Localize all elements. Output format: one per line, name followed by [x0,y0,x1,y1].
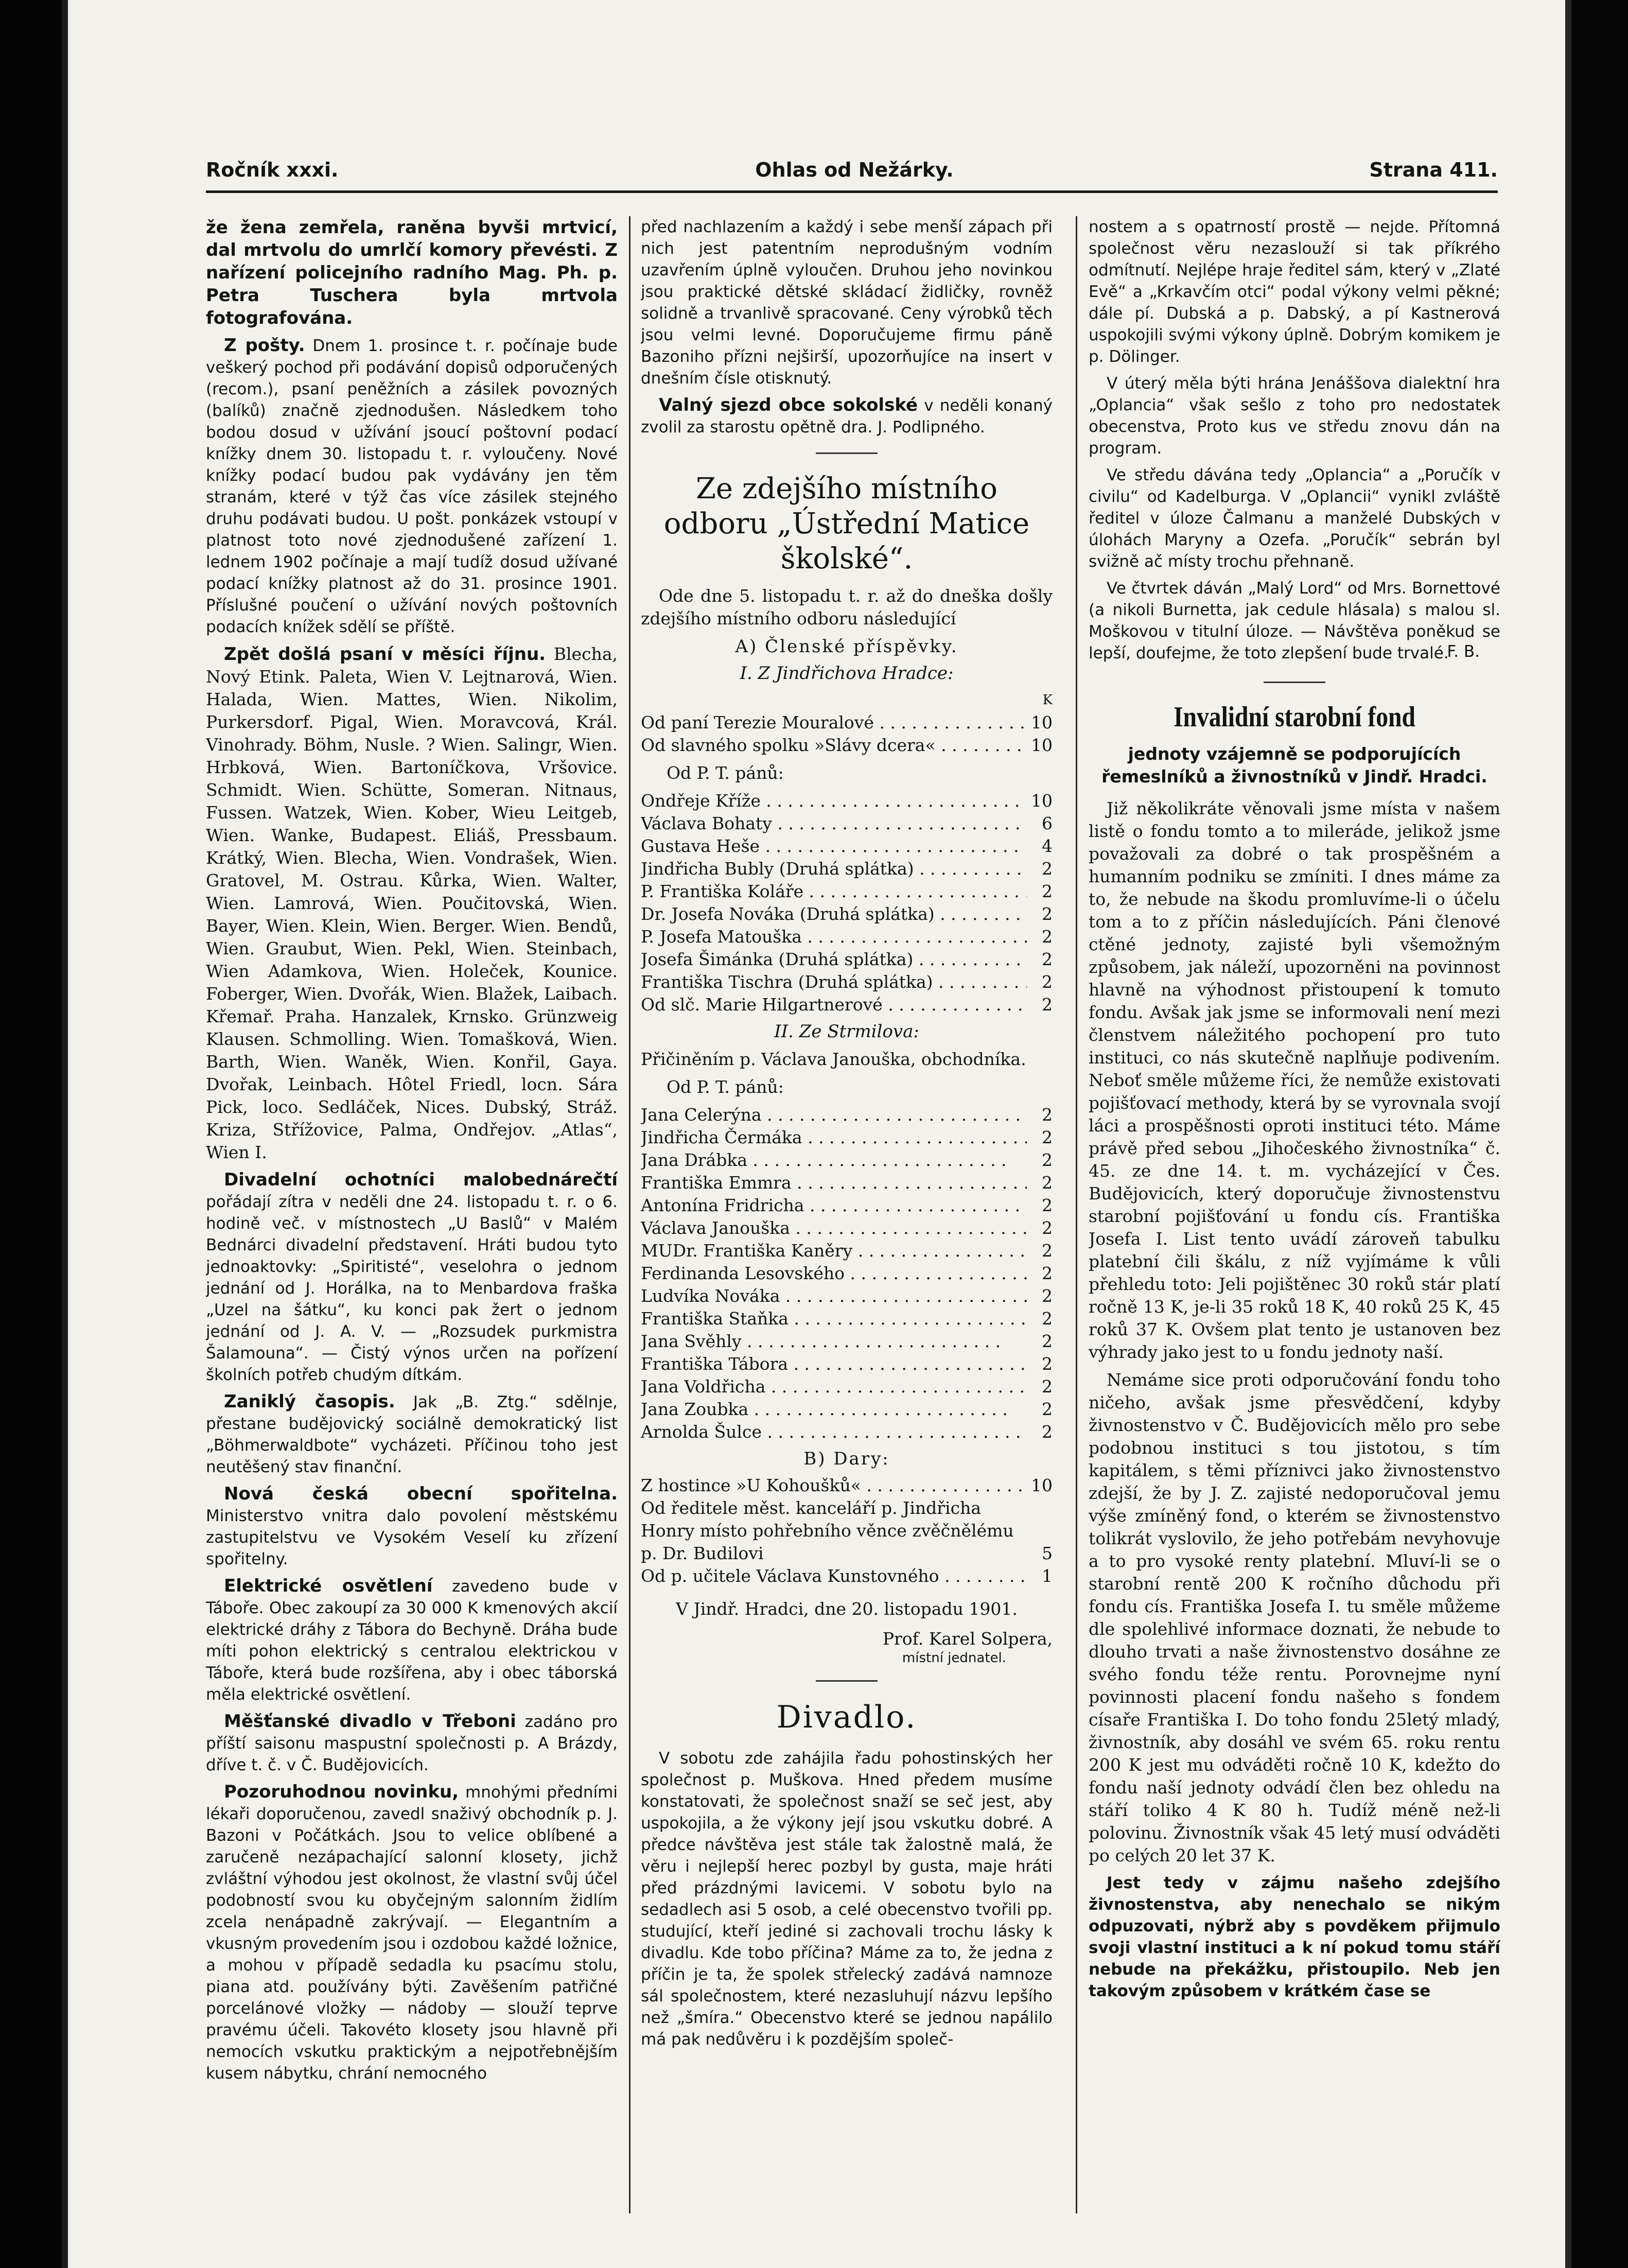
contribution-list-2 [641,790,1053,1016]
contribution-row [641,993,1053,1016]
section-divider [1264,682,1325,683]
divadlo-continuation: nostem a s opatrností prostě — nejde. Přítomná společnost věru nezaslouží si tak příkrého odmítnutí. Nejlépe hraje ředitel sám, který v „Zlaté Evě“ a „Krkavčím otci“ podal výkony velmi pěkné; dále pí. Dubská a p. Dabský, a pí Kastnerová uspokojili svými výkony úplně. Dobrým komikem je p. Dölinger. [1089,218,1500,366]
section-a2-heading: II. Ze Strmilova: [774,1021,919,1042]
fond-paragraph: Nemáme sice proti odporučování fondu toho ničeho, avšak jsme přesvědčení, kdyby živnostenstvo v Č. Budějovicích mělo pro sebe podobnou instituci s tou jistotou, s tím kapitálem, s těmi příznivci jako živnostenstvo zdejší, že by J. Z. zajisté nedoporučoval jemu výše zmíněný fond, o kterém se živnostenstvo tolikrát vyslovilo, že jeho potřebám nevyhovuje a to pro vysoké renty platební. Mluví-li se o starobní rentě 200 K ročního důchodu při fondu cís. Františka Josefa I. tu směle můžeme dle spolehlivé informace doznati, že nebude to dlouho trvati a naše živnostenstvo dosáhne ze svého fondu téže rentu. Porovnejme nyní povinnosti placení fondu našeho s fondem císaře Františka I. Do toho fondu 25letý mladý, živnostník, aby dosáhl ve svém 65. roku rentu 200 K jest mu odváděti ročně 10 K, kdežto do fondu naší jednoty odvádí člen bez ohledu na stáří toliko 4 K 80 h. Tudíž méně než-li polovinu. Živnostník však 45 letý musí odváděti po celých 20 let 37 K. [1089,1370,1500,1865]
contribution-row [641,1262,1053,1285]
article-body: mnohými předními lékaři doporučenou, zavedl snaživý obchodník p. J. Bazoni v Počátkách. Jsou to velice oblíbené a zaručeně nezápachající salonní klosety, jichž zvláštní výhodou jest okolnost, že vlastní svůj účel podobností svou ku obyčejným salonním židlím zcela nenápadně zakrývají. — Elegantním a vkusným provedením jsou i ozdobou každé ložnice, a mohou v případě sedadla ku psacímu stolu, piana atd. používány býti. Zavěšením patřičné porcelánové vložky — nádoby — slouží teprve pravému účeli. Takovéto klosety jsou hlavně při nemocích vskutku praktickým a nejpotřebnějším kusem nábytku, chrání nemocného [206,1783,618,2083]
author-signature: F. B. [1447,642,1480,661]
contribution-row [641,1285,1053,1307]
contribution-row [641,1330,1053,1353]
contributor-name: P. Františka Koláře . . [641,880,1027,903]
contributor-name: Jindřicha Bubly (Druhá splátka) . . [641,858,1027,880]
contributor-name: Antonína Fridricha . . [641,1194,1027,1217]
article-mestanske-divadlo [206,1711,618,1776]
contribution-row [641,1353,1053,1375]
section-divider [816,1680,878,1682]
contribution-amount: 2 [1042,1309,1053,1329]
contribution-amount: 2 [1042,881,1053,901]
article-valny-sjezd [641,394,1053,438]
article-body: Dnem 1. prosince t. r. počínaje bude veškerý pochod při podávání dopisů odporučených (recom.), psaní peněžních a zásilek povozných (balíků) značně zjednodušen. Následkem toho bodou dosud v užívání jsoucí poštovní podací knížky dnem 30. listopadu t. r. vyloučeny. Nové knížky podací budou pak vydávány jen těm stranám, které v týž čas více zásilek stejného druhu podávati budou. U pošt. ponkázek vstoupí v platnost toto nové zjednodušené zařízení 1. lednem 1902 počínaje a mají tudíž dosud užívané podací knížky platnost až do 31. prosince 1901. Příslušné poučení o užívání nových poštovních podacích knížek sdělí se příště. [206,337,618,636]
divadlo-article: V sobotu zde zahájila řadu pohostinských her společnost p. Muškova. Hned předem musíme konstatovati, že společnost snaží se seč jest, aby uspokojila, a že výkony její jsou vskutku dobré. A předce návštěva jest stále tak žalostně malá, že věru i nejlepší herec pozbyl by gusta, maje hráti před prázdnými lavicemi. V sobotu bylo na sedadlech asi 5 osob, a celé obecenstvo tvořili pp. studující, kteří jediné si zachovali trochu lásky k divadlu. Kde tobo příčina? Máme za to, že jedna z příčin je ta, že spolek střelecký zadává namnoze sál společnostem, které nezasluhují názvu lepšího než „šmíra.“ Obecenstvo které se jednou napálilo má pak nedůvěru i k pozdějším společ- [641,1749,1053,2049]
divadlo-paragraph: V úterý měla býti hrána Jenáššova dialektní hra „Oplancia“ však sešlo z toho pro nedostatek obecenstva, Proto kus ve středu znovu dán na program. [1089,374,1500,458]
contribution-row [641,1126,1053,1149]
contribution-row [641,1398,1053,1421]
fond-paragraph: Jest tedy v zájmu našeho zdejšího živnostenstva, aby nenechalo se nikým odpuzovati, nýbrž aby s povděkem přijmulo svoji vlastní instituci a k ní pokud tomu stáří nebude na překážku, přistoupilo. Neb jen takovým způsobem v krátkém čase se [1089,1874,1500,2000]
contributor-name: Františka Tábora . . [641,1353,1027,1375]
fond-paragraph: Již několikráte věnovali jsme místa v našem listě o fondu tomto a to mileráde, jelikož jsme považovali za dobré o tak prospěšném a humanním podniku se zmíniti. I dnes máme za to, že nebude na škodu promluvíme-li o účelu tom a to z příčin následujících. Páni členové ctěné jednoty, zajisté byli všemožným způsobem, jak náleží, upozorněni na povinnost hlavně na výhodnost přistoupení k tomuto fondu. Avšak jak jsme se informovali není mezi členstvem náležitého pochopení pro tuto instituci, co nás skutečně naplňuje podivením. Neboť směle můžeme říci, že nemůže existovati pojišťovací methody, která by se vyrovnala svojí láci a prospěšnosti oproti instituci této. Máme právě před sebou „Jihočeského živnostníka“ č. 45. ze dne 14. t. m. vycházející v Čes. Budějovicích, který doporučuje živnostenstvu starobní pojišťování u fondu cís. Františka Josefa I. List tento uvádí zároveň tabulku platební čili škálu, z níž vyjímáme k vůli přehledu toto: Jeli pojištěnec 30 roků stár platí ročně 13 K, je-li 35 roků 18 K, 40 roků 25 K, 45 roků 37 K. Ovšem plat tento je ustanoven bez výhrady jako jest to u fondu jednoty naší. [1089,798,1500,1362]
volume-label: Ročník xxxi. [206,159,339,181]
contributor-name: MUDr. Františka Kaněry . . [641,1240,1027,1262]
contributor-name: Václava Janouška . . [641,1217,1027,1240]
contribution-amount: 2 [1042,1218,1053,1238]
contribution-amount: 2 [1042,1263,1053,1283]
date-line: V Jindř. Hradci, dne 20. listopadu 1901. [676,1599,1018,1619]
contributor-name: Dr. Josefa Nováka (Druhá splátka) . . [641,903,1027,926]
contribution-amount: 6 [1042,813,1053,833]
contribution-row [641,1375,1053,1398]
headline: Měšťanské divadlo v Třeboni [224,1711,516,1732]
contribution-amount: 2 [1042,904,1053,924]
dar-value: 1 [1042,1566,1053,1586]
contributor-name: Jana Zoubka . . [641,1398,1027,1421]
contributor-name: Františka Emmra . . [641,1172,1027,1194]
scan-edge-left [0,0,62,2268]
article-elektricke-osvetleni [206,1575,618,1705]
dar-value: 5 [1042,1543,1053,1563]
contribution-amount: 2 [1042,1173,1053,1193]
od-pt-panu-2: Od P. T. pánů: [667,1077,784,1097]
contribution-row [641,1104,1053,1126]
contribution-amount: 2 [1042,1399,1053,1419]
contribution-amount: 2 [1042,949,1053,969]
headline: Nová česká obecní spořitelna. [224,1484,618,1504]
headline: Valný sjezd obce sokolské [659,395,918,415]
divadlo-paragraph: Ve čtvrtek dáván „Malý Lord“ od Mrs. Bornettové (a nikoli Burnetta, jak cedule hlásala) s malou sl. Moškovou v titulní úloze. — Návštěva poněkud se lepší, doufejme, že toto zlepšení bude trvalé. [1089,579,1500,662]
column-divider-1 [629,216,631,2213]
contributor-name: Václava Bohaty . . [641,812,1027,835]
divadlo-paragraph: Ve středu dávána tedy „Oplancia“ a „Poručík v civilu“ od Kadelburga. V „Oplancii“ vynikl zvláště ředitel v úloze Čalmanu a manželé Dubských v úlohách Maryny a Ozefa. „Poručík“ sebrán byl svižně ač místy trochu přehnaně. [1089,466,1500,571]
newspaper-title: Ohlas od Nežárky. [755,159,954,181]
matice-title: Ze zdejšího místního odboru „Ústřední Matice školské“. [663,472,1030,575]
contributor-name: Ludvíka Nováka . . [641,1285,1027,1307]
contributor-name: P. Josefa Matouška . . [641,926,1027,948]
headline: Zpět došlá psaní v měsíci říjnu. [224,644,546,665]
contribution-row [641,1421,1053,1443]
od-pt-panu: Od P. T. pánů: [667,763,784,783]
contribution-list-1 [641,711,1053,757]
contribution-row [641,711,1053,734]
contributor-name: Ondřeje Kříže . . [641,790,1027,812]
contributor-name: Od paní Terezie Mouralové . . [641,711,1027,734]
contribution-amount: 2 [1042,1150,1053,1170]
contributor-name: Jana Voldřicha . . [641,1375,1027,1398]
dar-row [641,1474,1053,1497]
contribution-amount: 2 [1042,1241,1053,1261]
section-b-heading: B) Dary: [803,1449,890,1469]
article-body: Jak „B. Ztg.“ sdělnje, přestane budějovický sociálně demokratický list „Böhmerwaldbote“ vycházeti. Příčinou toho jest neutěšený stav finanční. [206,1393,618,1476]
contribution-amount: 2 [1042,1195,1053,1215]
contributor-name: Gustava Heše . . [641,835,1027,858]
contribution-amount: 2 [1042,995,1053,1015]
scan-edge-right-inner [1565,0,1571,2268]
page-header [206,154,1498,185]
section-divider [816,452,878,454]
contribution-amount: 2 [1042,1422,1053,1442]
headline: Z pošty. [224,335,305,356]
headline: Divadelní ochotníci malobednárečtí [224,1170,618,1190]
contribution-amount: 2 [1042,859,1053,879]
contribution-row [641,1240,1053,1262]
dar-name: Z hostince »U Kohoušků« . . [641,1474,1027,1497]
article-zanikly-casopis [206,1391,618,1478]
article-body: Ministerstvo vnitra dalo povolení městskému zastupitelstvu ve Vysokém Veselí ku zřízení spořitelny. [206,1507,618,1568]
headline: Pozoruhodnou novinku, [224,1782,459,1802]
column-2 [641,216,1053,2213]
contribution-row [641,1217,1053,1240]
signer-role: místní jednatel. [902,1650,1006,1666]
contributor-name: Jana Drábka . . [641,1149,1027,1172]
article-body: zavedeno bude v Táboře. Obec zakoupí za 30 000 K kmenových akcií elektrické dráhy z Tábora do Bechyně. Dráha bude míti pohon elektrický s centralou elektrickou v Táboře, která bude rozšířena, aby i obec táborská měla elektrické osvětlení. [206,1577,618,1704]
contributor-name: Františka Staňka . . [641,1307,1027,1330]
contribution-row [641,790,1053,812]
contribution-amount: 2 [1042,1286,1053,1306]
contribution-row [641,1149,1053,1172]
article-body: v neděli konaný zvolil za starostu opětně dra. J. Podlipného. [641,396,1053,437]
contribution-amount: 2 [1042,1127,1053,1147]
contribution-list-3 [641,1104,1053,1443]
contribution-amount: 2 [1042,1354,1053,1374]
contributor-name: Od slč. Marie Hilgartnerové . . [641,993,1027,1016]
dar-name: Od ředitele měst. kanceláří p. Jindřicha Honry místo pohřebního věnce zvěčnělému p. Dr. Budilovi [641,1498,1014,1563]
article-divadelni-ochotnici [206,1169,618,1386]
contribution-row [641,926,1053,948]
contribution-amount: 10 [1031,712,1053,732]
fond-title: Invalidní starobní fond [1173,701,1416,733]
contribution-amount: 2 [1042,927,1053,947]
contributor-name: Ferdinanda Lesovského . . [641,1262,1027,1285]
unit-row [641,689,1053,711]
contribution-row [641,835,1053,858]
contribution-row [641,812,1053,835]
article-pozoruhodna-novinka [206,1781,618,2084]
article-body: pořádají zítra v neděli dne 24. listopadu t. r. o 6. hodině več. v místnostech „U Baslů“ v Malém Bednárci divadelní představení. Hráti budou tyto jednoaktovky: „Spiritisté“, veselohra o jednom jednání od J. Horálka, na to Menbardova fraška „Uzel na šátku“, ku konci pak žert o jednom jednání od J. A. V. — „Rozsudek purkmistra Šalamouna“. — Čistý výnos určen na pořízení školních potřeb chudým dítkám. [206,1193,618,1384]
contribution-amount: 2 [1042,1376,1053,1397]
contributor-name: Od slavného spolku »Slávy dcera« . . [641,734,1027,757]
article-z-posty [206,335,618,638]
section-a1-heading: I. Z Jindřichova Hradce: [740,663,954,684]
contributor-name: Jindřicha Čermáka . . [641,1126,1027,1149]
contribution-row [641,1307,1053,1330]
dar-name: Od p. učitele Václava Kunstovného . . [641,1565,1027,1587]
article-body: Blecha, Nový Etink. Paleta, Wien V. Lejtnarová, Wien. Halada, Wien. Mattes, Wien. Nikolim, Purkersdorf. Pigal, Wien. Moravcová, Král. Vinohrady. Böhm, Nusle. ? Wien. Salingr, Wien. Hrbková, Wien. Bartoníčkova, Vršovice. Schmidt. Wien. Schütte, Someran. Nitnaus, Fussen. Watzek, Wien. Kober, Wieu Leitgeb, Wien. Wanke, Budapest. Eliáš, Pressbaum. Krátký, Wien. Blecha, Wien. Vondrašek, Wien. Gratovel, M. Ostrau. Kůrka, Wien. Walter, Wien. Lamrová, Wien. Poučitovská, Wien. Bayer, Wien. Klein, Wien. Berger. Wien. Bendů, Wien. Graubut, Wien. Pekl, Wien. Steinbach, Wien Adamkova, Wien. Holeček, Kounice. Foberger, Wien. Dvořák, Wien. Blažek, Laibach. Křemař. Praha. Hanzalek, Krnsko. Grünzweig Klausen. Schmolling. Wien. Tomašková, Wien. Barth, Wien. Waněk, Wien. Konřil, Gaya. Dvořak, Leinbach. Hôtel Friedl, locn. Sára Pick, loco. Sedláček, Nices. Dubský, Stráž. Kriza, Střížovice, Palma, Ondřejov. „Atlas“, Wien I. [206,644,618,1162]
contribution-amount: 2 [1042,1105,1053,1125]
column-3 [1089,216,1500,2213]
contribution-row [641,971,1053,993]
contribution-amount: 2 [1042,972,1053,992]
dar-row [641,1497,1053,1565]
contribution-row [641,734,1053,757]
article-zpet-dosla-psani [206,643,618,1164]
contribution-row [641,880,1053,903]
contributor-name: Arnolda Šulce . . [641,1421,1027,1443]
column-divider-2 [1076,216,1077,2213]
dar-row [641,1565,1053,1587]
signer-name: Prof. Karel Solpera, [882,1629,1053,1649]
column-1 [206,216,618,2213]
header-rule [206,190,1498,193]
article-nova-sporitelna [206,1483,618,1570]
contribution-amount: 10 [1031,735,1053,755]
contribution-amount: 4 [1042,836,1053,856]
article-continuation: že žena zemřela, raněna byvši mrtvicí, dal mrtvolu do umrlčí komory převésti. Z nařízení policejního radního Mag. Ph. p. Petra Tuschera byla mrtvola fotografována. [206,217,618,328]
contributor-name: Jana Svěhly . . [641,1330,1027,1353]
contributor-name: Josefa Šimánka (Druhá splátka) . . [641,948,1027,971]
headline: Elektrické osvětlení [224,1576,433,1596]
divadlo-title: Divadlo. [776,1699,917,1735]
pricinenim-line: Přičiněním p. Václava Janouška, obchodníka. [641,1049,1026,1069]
contributor-name: Františka Tischra (Druhá splátka) . . [641,971,1027,993]
fond-subtitle: jednoty vzájemně se podporujících řemeslníků a živnostníků v Jindř. Hradci. [1101,744,1487,787]
article-continuation: před nachlazením a každý i sebe menší zápach při nich jest patentním neprodušným vodním uzavřením úplně vyloučen. Druhou jeho novinkou jsou praktické dětské skládací židličky, rovněž solidně a trvanlivě spracované. Ceny výrobků těch jsou velmi levné. Doporučujeme firmu páně Bazoniho přízni nejširší, upozorňujíce na insert v dnešním čísle otisknutý. [641,218,1053,388]
scan-edge-left-inner [62,0,68,2268]
headline: Zaniklý časopis. [224,1391,395,1412]
article-body: zadáno pro příští saisonu maspustní společnosti p. A Brázdy, dříve t. č. v Č. Budějovicích. [206,1713,618,1774]
contribution-row [641,948,1053,971]
contribution-amount: 2 [1042,1331,1053,1351]
contribution-row [641,1172,1053,1194]
matice-intro: Ode dne 5. listopadu t. r. až do dneška došly zdejšího místního odboru následující [641,586,1053,629]
contributor-name: Jana Celerýna . . [641,1104,1027,1126]
contribution-amount: 10 [1031,791,1053,811]
page-number: Strana 411. [1369,159,1498,181]
dar-value: 10 [1031,1475,1053,1495]
scan-edge-right [1571,0,1628,2268]
contribution-row [641,858,1053,880]
contribution-row [641,1194,1053,1217]
unit-label: K [1042,692,1053,708]
section-a-heading: A) Členské příspěvky. [735,636,958,657]
contribution-row [641,903,1053,926]
